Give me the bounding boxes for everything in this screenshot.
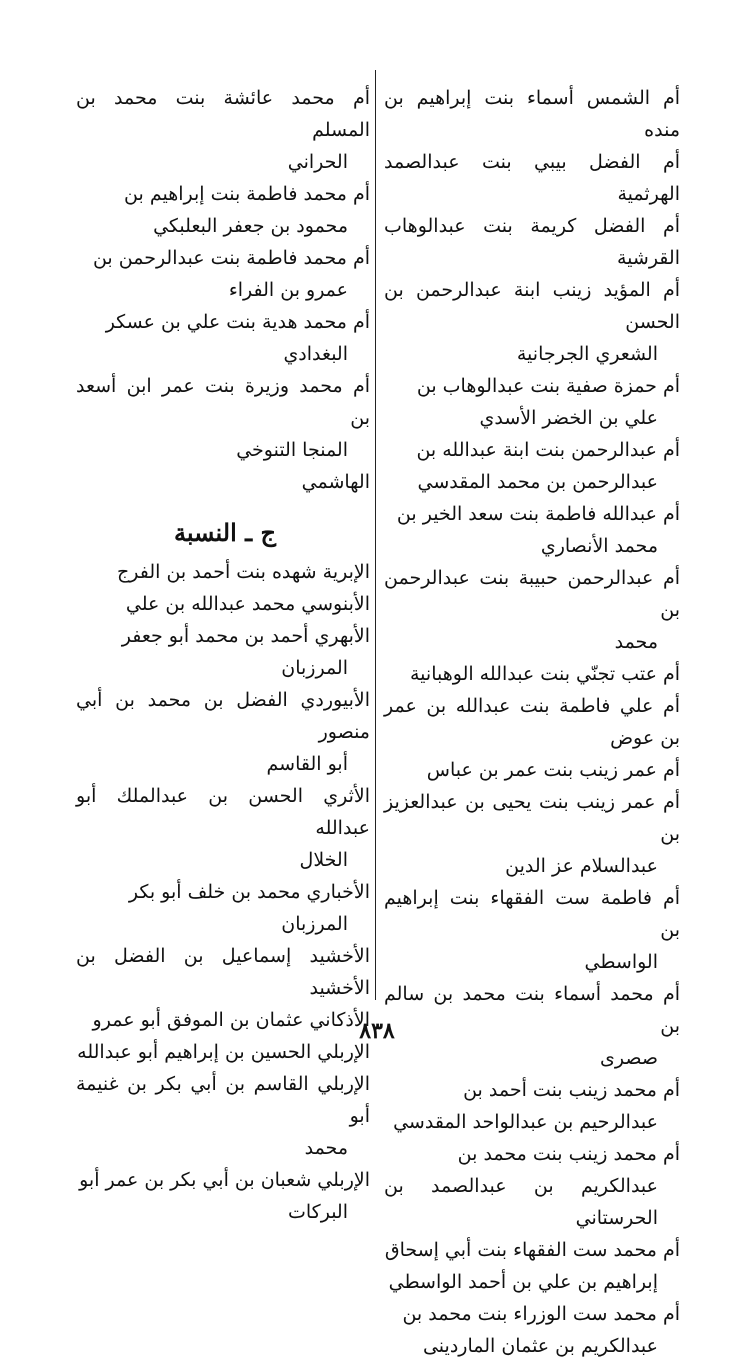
index-entry [384,274,680,370]
entry-continuation: محمود بن جعفر البعلبكي [153,215,348,237]
entry-text: الإربلي الحسين بن إبراهيم أبو عبدالله [77,1041,370,1063]
entry-continuation: عبدالرحيم بن عبدالواحد المقدسي [393,1111,658,1133]
entry-text: الأخباري محمد بن خلف أبو بكر [128,881,370,903]
entry-text: الأثري الحسن بن عبدالملك أبو عبدالله [76,785,370,839]
index-entry [76,1164,370,1228]
entry-continuation: عبدالسلام عز الدين [505,855,658,877]
index-entry [76,306,370,370]
entry-continuation: عمرو بن الفراء [228,279,348,301]
entry-text: أم محمد زينب بنت أحمد بن [463,1079,680,1101]
index-entry [384,1298,680,1362]
index-entry [384,82,680,146]
entry-continuation: الحراني [287,151,348,173]
index-entry [76,370,370,466]
entry-continuation: عبدالكريم بن عثمان الماردينى [422,1335,658,1357]
entry-continuation: أبو القاسم [266,753,348,775]
entry-text: أم الفضل بيبي بنت عبدالصمد الهرثمية [384,151,680,205]
entry-text: الأذكاني عثمان بن الموفق أبو عمرو [92,1009,370,1031]
index-entry [76,876,370,940]
index-entry [384,658,680,690]
entry-continuation: البغدادي [283,343,348,365]
index-entry [76,620,370,684]
index-entry [76,684,370,780]
index-entry [384,978,680,1074]
entry-continuation: الخلال [299,849,348,871]
index-entry [76,1068,370,1164]
index-entry [384,146,680,210]
right-column [384,82,680,1362]
index-entry [76,82,370,178]
column-divider [375,70,376,1000]
entry-text: الأبنوسي محمد عبدالله بن علي [125,593,370,615]
entry-text: أم محمد ست الوزراء بنت محمد بن [402,1303,680,1325]
entry-continuation: علي بن الخضر الأسدي [479,407,658,429]
entry-continuation: المنجا التنوخي [236,439,348,461]
entry-continuation: المرزبان [281,657,348,679]
entry-text: أم محمد زينب بنت محمد بن [457,1143,680,1165]
entry-continuation: الواسطي [584,951,658,973]
entry-text: الأبيوردي الفضل بن محمد بن أبي منصور [76,689,370,743]
entry-continuation: صصرى [600,1047,658,1069]
index-entry [384,370,680,434]
entry-text: أم علي فاطمة بنت عبدالله بن عمر بن عوض [384,695,680,749]
index-entry [76,466,370,498]
index-entry [76,1036,370,1068]
entry-text: أم حمزة صفية بنت عبدالوهاب بن [416,375,680,397]
entry-continuation: البركات [287,1201,348,1223]
left-column [76,82,370,1228]
entry-text: الإبرية شهده بنت أحمد بن الفرج [116,561,370,583]
entry-text: أم عبدالرحمن حبيبة بنت عبدالرحمن بن [384,567,680,621]
entry-text: الإربلي شعبان بن أبي بكر بن عمر أبو [79,1169,370,1191]
entry-continuation: محمد [614,631,658,653]
index-entry [384,882,680,978]
index-entry [76,780,370,876]
entry-text: أم عبدالرحمن بنت ابنة عبدالله بن [416,439,680,461]
index-entry [384,1074,680,1138]
index-entry [384,434,680,498]
index-entry [76,178,370,242]
entry-text: أم الفضل كريمة بنت عبدالوهاب القرشية [384,215,680,269]
entry-text: أم المؤيد زينب ابنة عبدالرحمن بن الحسن [384,279,680,333]
entry-text: أم عبدالله فاطمة بنت سعد الخير بن [396,503,680,525]
left-column-entries-top [76,82,370,498]
index-entry [384,754,680,786]
index-entry [76,556,370,588]
entry-continuation: المرزبان [281,913,348,935]
section-heading: ج ـ النسبة [174,518,276,547]
entry-continuation: إبراهيم بن علي بن أحمد الواسطي [388,1271,658,1293]
entry-text: أم محمد هدية بنت علي بن عسكر [105,311,370,333]
entry-continuation: محمد الأنصاري [540,535,658,557]
entry-text: أم محمد أسماء بنت محمد بن سالم بن [384,983,680,1037]
index-entry [76,588,370,620]
entry-text: أم عمر زينب بنت عمر بن عباس [426,759,680,781]
entry-text: الأخشيد إسماعيل بن الفضل بن الأخشيد [76,945,370,999]
entry-continuation: محمد [304,1137,348,1159]
entry-text: أم عمر زينب بنت يحيى بن عبدالعزيز بن [384,791,680,845]
entry-continuation: الشعري الجرجانية [516,343,658,365]
entry-continuation: عبدالكريم بن عبدالصمد بن الحرستاني [384,1175,658,1229]
index-entry [384,786,680,882]
entry-text: أم الشمس أسماء بنت إبراهيم بن منده [384,87,680,141]
page-number: ٨٣٨ [359,1018,395,1044]
index-entry [384,562,680,658]
entry-text: الإربلي القاسم بن أبي بكر بن غنيمة أبو [76,1073,370,1127]
entry-text: الهاشمي [301,471,370,493]
index-entry [76,242,370,306]
index-entry [384,1234,680,1298]
entry-text: أم محمد عائشة بنت محمد بن المسلم [76,87,370,141]
index-entry [76,940,370,1004]
index-entry [384,690,680,754]
entry-text: أم فاطمة ست الفقهاء بنت إبراهيم بن [384,887,680,941]
entry-text: أم محمد ست الفقهاء بنت أبي إسحاق [384,1239,680,1261]
entry-text: الأبهري أحمد بن محمد أبو جعفر [121,625,370,647]
index-entry [384,210,680,274]
entry-text: أم محمد فاطمة بنت إبراهيم بن [124,183,370,205]
entry-continuation: عبدالرحمن بن محمد المقدسي [417,471,658,493]
index-entry [76,1004,370,1036]
index-entry [384,1138,680,1234]
entry-text: أم محمد فاطمة بنت عبدالرحمن بن [92,247,370,269]
entry-text: أم عتب تجنّي بنت عبدالله الوهبانية [410,663,680,685]
index-entry [384,498,680,562]
left-column-entries-bottom [76,556,370,1228]
entry-text: أم محمد وزيرة بنت عمر ابن أسعد بن [76,375,370,429]
